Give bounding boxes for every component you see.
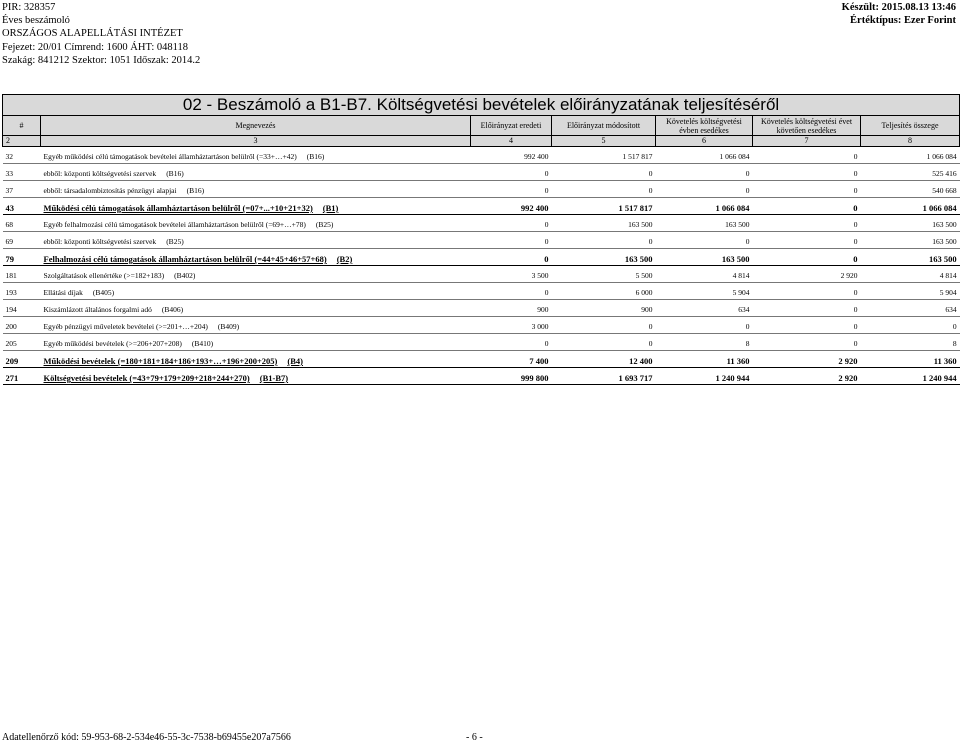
row-value: 1 240 944: [861, 372, 960, 385]
table-row: [3, 321, 960, 334]
row-code: (B2): [336, 254, 353, 264]
row-code: (B16): [186, 186, 205, 195]
row-code: (B409): [217, 322, 240, 331]
header-line: Éves beszámoló: [2, 15, 70, 27]
row-number: 33: [3, 168, 41, 181]
column-header-row: [3, 116, 960, 136]
column-number-row: [3, 136, 960, 147]
column-number: 6: [656, 136, 753, 147]
report-table: [2, 94, 960, 385]
table-row: [3, 304, 960, 317]
table-row: [3, 372, 960, 385]
column-number: 8: [861, 136, 960, 147]
row-name: [41, 304, 471, 317]
column-number: 5: [552, 136, 656, 147]
row-code: (B405): [92, 288, 115, 297]
row-value: 0: [861, 321, 960, 334]
header-left: [2, 1, 200, 67]
row-value: 999 800: [471, 372, 552, 385]
header-right: [842, 1, 956, 27]
table-row: [3, 236, 960, 249]
row-name: [41, 219, 471, 232]
row-name: [41, 321, 471, 334]
row-label: Egyéb működési célú támogatások bevételei államháztartáson belülről (=33+…+42): [43, 152, 297, 161]
row-name: [41, 253, 471, 266]
row-value: 7 400: [471, 355, 552, 368]
row-code: (B1): [322, 203, 339, 213]
table-row: [3, 338, 960, 351]
control-code: Adatellenőrző kód: 59-953-68-2-534e46-55-3c-7538-b69455e207a7566: [2, 732, 291, 743]
row-number: 194: [3, 304, 41, 317]
row-value: 0: [656, 321, 753, 334]
row-value: 1 066 084: [861, 151, 960, 164]
row-label: Működési bevételek (=180+181+184+186+193+…+196+200+205): [43, 356, 278, 366]
row-number: 193: [3, 287, 41, 300]
row-value: 992 400: [471, 151, 552, 164]
row-value: 6 000: [552, 287, 656, 300]
row-value: 0: [471, 219, 552, 232]
row-value: 0: [471, 168, 552, 181]
row-value: 1 066 084: [861, 202, 960, 215]
row-value: 525 416: [861, 168, 960, 181]
column-number: 4: [471, 136, 552, 147]
row-label: ebből: központi költségvetési szervek: [43, 237, 157, 246]
row-value: 8: [861, 338, 960, 351]
row-value: 0: [753, 236, 861, 249]
row-name: [41, 372, 471, 385]
row-value: 1 693 717: [552, 372, 656, 385]
created-timestamp: Készült: 2015.08.13 13:46: [841, 2, 956, 13]
table-row: [3, 355, 960, 368]
row-name: [41, 168, 471, 181]
header-line: ORSZÁGOS ALAPELLÁTÁSI INTÉZET: [2, 28, 183, 40]
row-value: 163 500: [656, 253, 753, 266]
row-value: 163 500: [552, 253, 656, 266]
row-code: (B410): [191, 339, 214, 348]
column-header: #: [3, 116, 41, 136]
row-label: Egyéb felhalmozási célú támogatások bevételei államháztartáson belülről (=69+…+78): [43, 220, 306, 229]
column-number: 3: [41, 136, 471, 147]
row-value: 3 500: [471, 270, 552, 283]
table-row: [3, 185, 960, 198]
row-value: 1 066 084: [656, 202, 753, 215]
row-value: 0: [471, 236, 552, 249]
row-value: 992 400: [471, 202, 552, 215]
header-line: Fejezet: 20/01 Címrend: 1600 ÁHT: 048118: [2, 41, 189, 53]
table-row: [3, 253, 960, 266]
row-label: Egyéb pénzügyi műveletek bevételei (>=201+…+204): [43, 322, 208, 331]
row-number: 32: [3, 151, 41, 164]
row-code: (B16): [306, 152, 325, 161]
row-value: 11 360: [656, 355, 753, 368]
row-value: 0: [552, 338, 656, 351]
row-number: 209: [3, 355, 41, 368]
table-row: [3, 287, 960, 300]
row-value: 0: [471, 185, 552, 198]
row-name: [41, 270, 471, 283]
row-label: Működési célú támogatások államháztartáson belülről (=07+...+10+21+32): [43, 203, 313, 213]
row-number: 181: [3, 270, 41, 283]
row-number: 205: [3, 338, 41, 351]
row-value: 0: [753, 151, 861, 164]
row-value: 5 904: [656, 287, 753, 300]
header-line: Szakág: 841212 Szektor: 1051 Időszak: 2014.2: [2, 54, 201, 66]
row-number: 37: [3, 185, 41, 198]
row-code: (B25): [315, 220, 334, 229]
row-value: 12 400: [552, 355, 656, 368]
row-value: 163 500: [861, 236, 960, 249]
row-label: Kiszámlázott általános forgalmi adó: [43, 305, 152, 314]
row-value: 4 814: [656, 270, 753, 283]
row-number: 68: [3, 219, 41, 232]
row-value: 0: [471, 253, 552, 266]
row-name: [41, 151, 471, 164]
row-label: Szolgáltatások ellenértéke (>=182+183): [43, 271, 165, 280]
row-label: ebből: központi költségvetési szervek: [43, 169, 157, 178]
column-header: Megnevezés: [41, 116, 471, 136]
row-code: (B4): [287, 356, 303, 366]
row-value: 0: [656, 168, 753, 181]
row-code: (B406): [161, 305, 184, 314]
row-code: (B1-B7): [259, 373, 289, 383]
row-value: 1 517 817: [552, 202, 656, 215]
row-name: [41, 338, 471, 351]
row-name: [41, 287, 471, 300]
row-label: Költségvetési bevételek (=43+79+179+209+218+244+270): [43, 373, 250, 383]
row-value: 0: [552, 236, 656, 249]
row-label: Egyéb működési bevételek (>=206+207+208): [43, 339, 182, 348]
row-value: 0: [753, 202, 861, 215]
row-value: 0: [753, 321, 861, 334]
column-header: Előirányzat módosított: [552, 116, 656, 136]
row-value: 5 904: [861, 287, 960, 300]
table-row: [3, 219, 960, 232]
row-label: Ellátási díjak: [43, 288, 83, 297]
table-row: [3, 168, 960, 181]
row-value: 540 668: [861, 185, 960, 198]
row-name: [41, 236, 471, 249]
row-value: 2 920: [753, 355, 861, 368]
row-code: (B16): [166, 169, 184, 178]
row-code: (B402): [174, 271, 196, 280]
row-value: 1 240 944: [656, 372, 753, 385]
row-number: 200: [3, 321, 41, 334]
table-title: 02 - Beszámoló a B1-B7. Költségvetési bevételek előirányzatának teljesítéséről: [3, 95, 960, 116]
row-number: 43: [3, 202, 41, 215]
row-value: 0: [753, 287, 861, 300]
row-value: 163 500: [552, 219, 656, 232]
column-number: 7: [753, 136, 861, 147]
row-number: 79: [3, 253, 41, 266]
row-value: 163 500: [861, 219, 960, 232]
row-value: 0: [753, 253, 861, 266]
row-value: 900: [471, 304, 552, 317]
row-value: 0: [753, 338, 861, 351]
row-value: 3 000: [471, 321, 552, 334]
row-value: 0: [753, 185, 861, 198]
row-value: 2 920: [753, 270, 861, 283]
row-number: 271: [3, 372, 41, 385]
column-header: Követelés költségvetési évben esedékes: [656, 116, 753, 136]
row-value: 634: [656, 304, 753, 317]
row-value: 0: [552, 185, 656, 198]
table-body: [3, 147, 960, 385]
header-line: PIR: 328357: [2, 2, 56, 13]
row-name: [41, 355, 471, 368]
row-value: 0: [471, 287, 552, 300]
row-value: 0: [552, 168, 656, 181]
row-value: 5 500: [552, 270, 656, 283]
row-value: 0: [753, 168, 861, 181]
row-value: 0: [753, 219, 861, 232]
row-value: 0: [656, 236, 753, 249]
table-row: [3, 270, 960, 283]
row-value: 0: [753, 304, 861, 317]
table-row: [3, 202, 960, 215]
column-header: Teljesítés összege: [861, 116, 960, 136]
page-number: - 6 -: [466, 732, 483, 743]
row-number: 69: [3, 236, 41, 249]
row-value: 0: [552, 321, 656, 334]
row-value: 11 360: [861, 355, 960, 368]
row-value: 4 814: [861, 270, 960, 283]
row-value: 0: [656, 185, 753, 198]
row-value: 163 500: [656, 219, 753, 232]
column-header: Előirányzat eredeti: [471, 116, 552, 136]
row-value: 900: [552, 304, 656, 317]
value-type: Értéktípus: Ezer Forint: [850, 15, 956, 27]
row-value: 2 920: [753, 372, 861, 385]
row-name: [41, 185, 471, 198]
row-value: 8: [656, 338, 753, 351]
row-value: 163 500: [861, 253, 960, 266]
row-value: 1 066 084: [656, 151, 753, 164]
row-label: ebből: társadalombiztosítás pénzügyi alapjai: [43, 186, 177, 195]
column-number: 2: [3, 136, 41, 147]
row-value: 0: [471, 338, 552, 351]
table-row: [3, 151, 960, 164]
row-value: 1 517 817: [552, 151, 656, 164]
row-name: [41, 202, 471, 215]
row-value: 634: [861, 304, 960, 317]
row-code: (B25): [166, 237, 184, 246]
column-header: Követelés költségvetési évet követően esedékes: [753, 116, 861, 136]
row-label: Felhalmozási célú támogatások államháztartáson belülről (=44+45+46+57+68): [43, 254, 327, 264]
